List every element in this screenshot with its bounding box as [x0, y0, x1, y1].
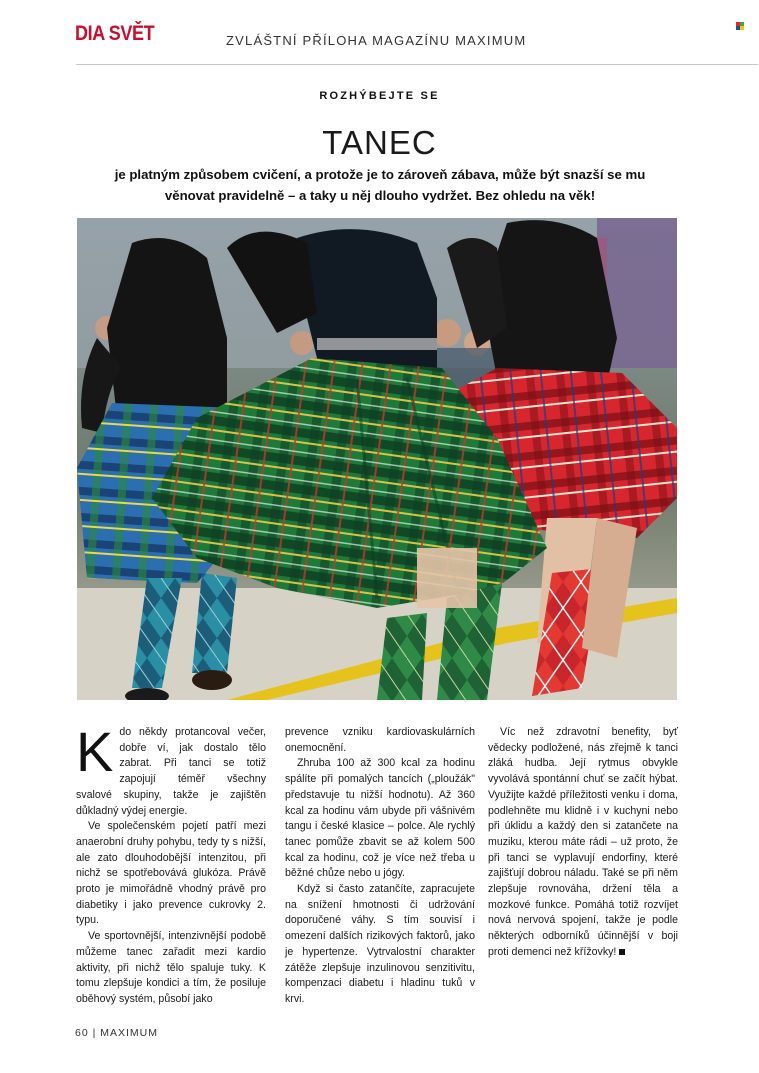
paragraph: prevence vzniku kardiovaskulárních onemocnění.: [285, 726, 475, 754]
paragraph: Ve společenském pojetí patří mezi anaerobní druhy pohybu, tedy ty s nižší, ale zato dlouhodobější intenzitou, při nichž se spotřebovává glukóza. Právě proto je mimořádně vhodný právě pro diabetiky i jako prevence cukrovky 2. typu.: [76, 820, 266, 927]
paragraph: Víc než zdravotní benefity, byť vědecky podložené, nás zřejmě k tanci zláká hudba. Její rytmus obvykle vyvolává spontánní chuť se začít hýbat. Využijte každé příležitosti venku i doma, podlehněte mu klidně i v kuchyni nebo při úklidu a každý den si zatančete na muziku, kterou máte rádi – už proto, že při tanci se vyplavují endorfiny, které zajišťují dobrou náladu. Také se při něm zlepšuje rovnováha, držení těla a mozkové funkce. Pomáhá totiž rozvíjet nová nervová spojení, takže je podle některých odborníků účinnější v boji proti demenci než křížovky!: [488, 726, 678, 958]
header-divider: [76, 64, 758, 65]
paragraph: Zhruba 100 až 300 kcal za hodinu spálíte při pomalých tancích („ploužák" představuje tu nižší hodnotu). Až 360 kcal za hodinu vám ubyde při vášnivém tangu i české klasice – polce. Ale rychlý tanec pomůže zbavit se až kolem 500 kcal za hodinu, což je více než třeba u běžné chůze nebo u jógy.: [285, 757, 475, 880]
section-label: ROZHÝBEJTE SE: [319, 90, 440, 102]
end-mark-icon: [619, 949, 625, 955]
article-photo: [77, 218, 677, 700]
magazine-name: MAXIMUM: [100, 1027, 159, 1039]
color-registration-mark-icon: [736, 22, 744, 30]
page-number: 60: [75, 1027, 89, 1039]
article-column-2: [285, 725, 475, 1008]
footer-separator: |: [92, 1027, 97, 1039]
article-column-3: [488, 725, 678, 961]
brand-logo: DIA SVĚT: [75, 22, 155, 45]
paragraph: do někdy protancoval večer, dobře ví, jak dostalo tělo zabrat. Při tanci se totiž zapojují téměř všechny svalové skupiny, takže je zajištěn důkladný výdej energie.: [76, 726, 266, 817]
article-column-1: [76, 720, 266, 1008]
article-lead: je platným způsobem cvičení, a protože je to zároveň zábava, může být snazší se mu věnovat pravidelně – a taky u něj dlouho vydržet. Bez ohledu na věk!: [114, 167, 646, 203]
supplement-label: ZVLÁŠTNÍ PŘÍLOHA MAGAZÍNU MAXIMUM: [226, 33, 527, 48]
paragraph: Ve sportovnější, intenzivnější podobě můžeme tanec zařadit mezi kardio aktivity, při nichž tělo spaluje tuky. K tomu zlepšuje kondici a tím, že posiluje oběhový systém, působí jako: [76, 930, 266, 1005]
page-footer: [75, 1027, 158, 1039]
drop-cap: K: [76, 720, 114, 783]
article-title: TANEC: [322, 124, 437, 161]
paragraph: Když si často zatančíte, zapracujete na snížení hmotnosti či udržování doporučené váhy. S tím souvisí i omezení dalších rizikových faktorů, jako je hypertenze. Vytrvalostní charakter zátěže zlepšuje inzulinovou senzitivitu, kompenzaci diabetu i hladinu tuků v krvi.: [285, 883, 475, 1005]
